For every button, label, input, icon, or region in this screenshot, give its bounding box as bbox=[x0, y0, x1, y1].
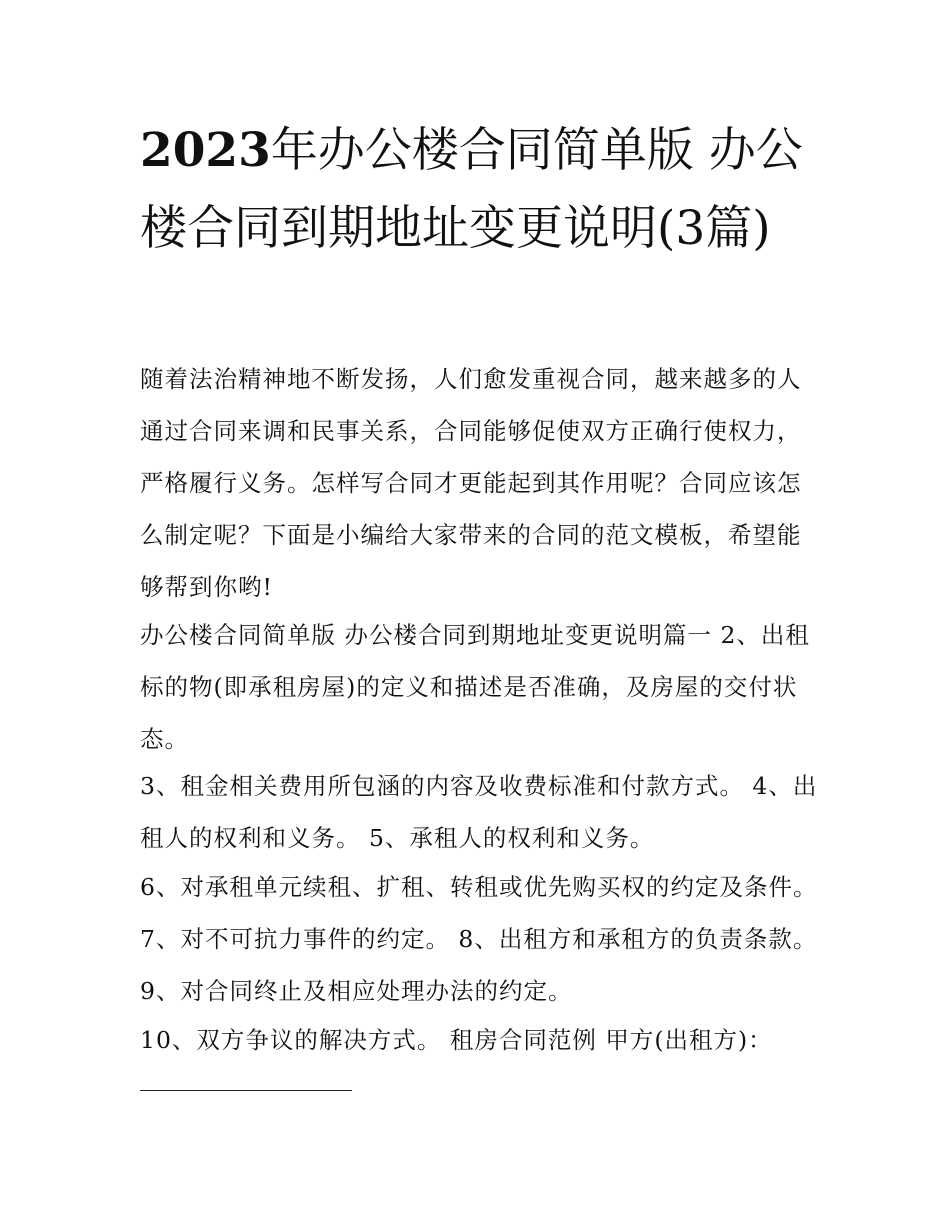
rent-terms-paragraph: 3、租金相关费用所包涵的内容及收费标准和付款方式。 4、出租人的权利和义务。 5、承租人的权利和义务。 bbox=[140, 772, 818, 852]
intro-paragraph: 随着法治精神地不断发扬，人们愈发重视合同，越来越多的人通过合同来调和民事关系，合同能够促使双方正确行使权力，严格履行义务。怎样写合同才更能起到其作用呢？合同应该怎么制定呢？下面是小编给大家带来的合同的范文模板，希望能够帮到你哟! bbox=[140, 365, 802, 601]
signature-blank-line bbox=[140, 1090, 352, 1091]
section-one-paragraph: 办公楼合同简单版 办公楼合同到期地址变更说明篇一 2、出租标的物(即承租房屋)的定义和描述是否准确，及房屋的交付状态。 bbox=[140, 621, 810, 753]
title-year: 2023 bbox=[140, 123, 271, 178]
document-title bbox=[140, 112, 820, 268]
title-text: 年办公楼合同简单版 办公楼合同到期地址变更说明(3篇) bbox=[140, 123, 803, 256]
dispute-paragraph: 10、双方争议的解决方式。 租房合同范例 甲方(出租方)： bbox=[140, 1026, 773, 1054]
lease-terms-paragraph: 6、对承租单元续租、扩租、转租或优先购买权的约定及条件。 7、对不可抗力事件的约定。 8、出租方和承租方的负责条款。 9、对合同终止及相应处理办法的约定。 bbox=[140, 873, 818, 1005]
